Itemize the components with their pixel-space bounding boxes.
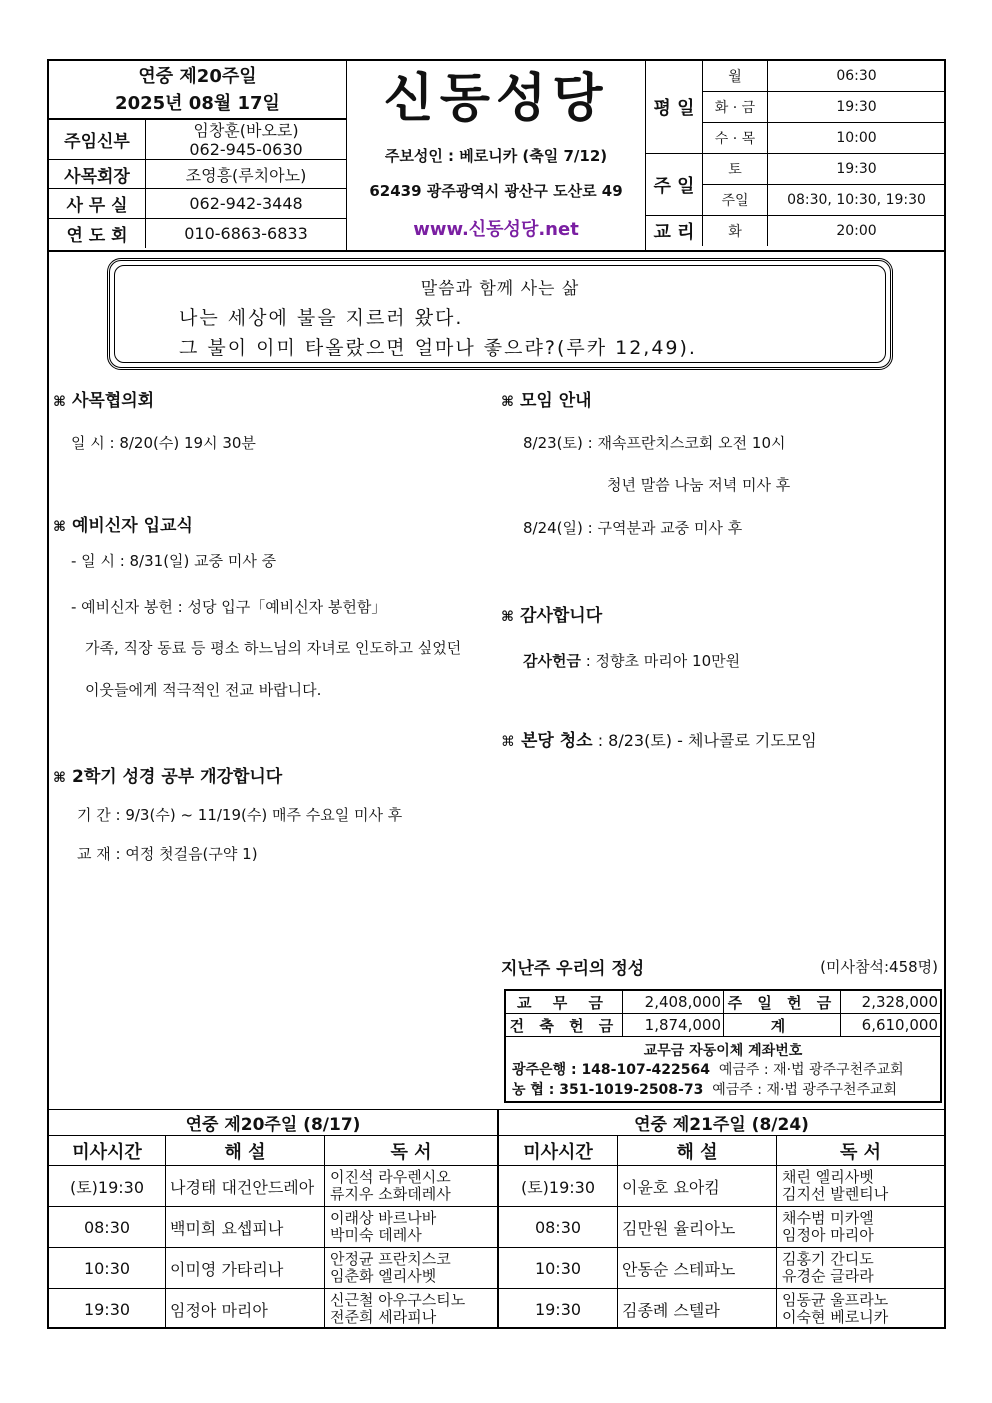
pastor-name: 임창훈(바오로)	[193, 120, 299, 140]
notice-text: 일 시 : 8/20(수) 19시 30분	[71, 434, 256, 452]
col-time: 미사시간	[49, 1136, 166, 1166]
mass-day: 수 · 목	[703, 123, 768, 154]
col-commentary: 해 설	[166, 1136, 325, 1166]
notice-council	[53, 386, 154, 411]
table-row	[49, 1289, 944, 1330]
mass-time-cell: 10:30	[498, 1248, 618, 1289]
cross-icon: ⌘	[501, 734, 515, 750]
church-title-block	[347, 61, 645, 250]
commentator-cell: 김만원 율리아노	[618, 1207, 777, 1248]
table-row	[49, 1248, 944, 1289]
notice-text: - 예비신자 봉헌 : 성당 입구「예비신자 봉헌함」	[71, 598, 387, 616]
notice-text: 이웃들에게 적극적인 전교 바랍니다.	[85, 681, 322, 699]
notice-text: - 일 시 : 8/31(일) 교중 미사 중	[71, 552, 277, 570]
week1-title: 연중 제20주일 (8/17)	[49, 1110, 498, 1136]
mass-time: 10:00	[768, 123, 946, 154]
bulletin-frame	[47, 59, 946, 1329]
cross-icon: ⌘	[501, 609, 514, 625]
commentator-cell: 나경태 대건안드레아	[166, 1166, 325, 1207]
mass-time: 08:30, 10:30, 19:30	[768, 185, 946, 216]
mass-time-cell: (토)19:30	[498, 1166, 618, 1207]
offering-box	[504, 989, 942, 1103]
notice-text: 청년 말씀 나눔 저녁 미사 후	[607, 476, 791, 494]
cross-icon: ⌘	[53, 394, 66, 410]
week-info	[49, 61, 346, 119]
mass-day: 토	[703, 154, 768, 185]
mass-day: 화 · 금	[703, 92, 768, 123]
reader-cell: 임동균 울프라노 이숙현 베로니카	[777, 1289, 945, 1330]
mass-attendance: (미사참석:458명)	[820, 958, 938, 976]
pastor-phone: 062-945-0630	[189, 139, 303, 159]
commentator-cell: 김종례 스텔라	[618, 1289, 777, 1330]
notice-heading: ⌘ 사목협의회	[53, 391, 155, 411]
offering-label: 건 축 헌 금	[506, 1014, 623, 1037]
cross-icon: ⌘	[501, 394, 514, 410]
thanks-label: 감사헌금	[523, 652, 581, 670]
reader-cell: 안정균 프란치스코 임춘화 엘리사벳	[325, 1248, 499, 1289]
catechism-label: 교 리	[646, 216, 703, 247]
notice-text: 8/24(일) : 구역분과 교중 미사 후	[523, 519, 743, 537]
reader-cell: 채수범 미카엘 임정아 마리아	[777, 1207, 945, 1248]
scripture-inner	[114, 265, 886, 363]
account-title: 교무금 자동이체 계좌번호	[643, 1043, 803, 1059]
cross-icon: ⌘	[53, 770, 66, 786]
church-name: 신동성당	[383, 69, 609, 129]
offering-label: 계	[724, 1014, 841, 1037]
bulletin-header	[49, 61, 944, 252]
church-website-link[interactable]: www.신동성당.net	[413, 219, 579, 240]
thanks-text: : 정향초 마리아 10만원	[580, 652, 741, 670]
mass-time-cell: 08:30	[49, 1207, 166, 1248]
mass-schedule-table	[646, 61, 945, 246]
notice-bible-study	[53, 762, 282, 787]
commentator-cell: 안동순 스테파노	[618, 1248, 777, 1289]
col-reading: 독 서	[325, 1136, 499, 1166]
bulletin-date: 2025년 08월 17일	[115, 93, 280, 114]
offering-value: 1,874,000	[623, 1014, 724, 1037]
mass-day: 화	[703, 216, 768, 247]
weekday-label: 평 일	[646, 61, 703, 154]
notice-heading: ⌘ 본당 청소 : 8/23(토) - 체나콜로 기도모임	[501, 731, 817, 751]
reader-cell: 이진석 라우렌시오 류지우 소화데레사	[325, 1166, 499, 1207]
mass-time-cell: 19:30	[49, 1289, 166, 1330]
mass-time-cell: 10:30	[49, 1248, 166, 1289]
mass-time: 20:00	[768, 216, 946, 247]
commentator-cell: 이미영 가타리나	[166, 1248, 325, 1289]
reader-cell: 김홍기 간디도 유경순 글라라	[777, 1248, 945, 1289]
info-panel	[49, 61, 347, 250]
mass-day: 월	[703, 61, 768, 92]
staff-value	[146, 120, 347, 160]
notice-catechumen	[53, 511, 193, 536]
notice-cleaning	[501, 726, 817, 751]
patron-saint: 주보성인 : 베로니카 (축일 7/12)	[384, 147, 608, 165]
offering-label: 주 일 헌 금	[724, 991, 841, 1014]
commentator-cell: 백미희 요셉피나	[166, 1207, 325, 1248]
mass-time: 06:30	[768, 61, 946, 92]
col-reading: 독 서	[777, 1136, 945, 1166]
scripture-line: 나는 세상에 불을 지르러 왔다.	[179, 307, 464, 329]
mass-schedule	[645, 61, 945, 250]
reader-cell: 이래상 바르나바 박미숙 데레사	[325, 1207, 499, 1248]
staff-table	[49, 119, 346, 248]
bank-account: 농 협 : 351-1019-2508-73 예금주 : 재·법 광주구천주교회	[512, 1082, 898, 1098]
offering-title: 지난주 우리의 정성	[501, 959, 645, 979]
church-address: 62439 광주광역시 광산구 도산로 49	[369, 182, 623, 200]
staff-value: 조영흥(루치아노)	[146, 160, 347, 189]
col-time: 미사시간	[498, 1136, 618, 1166]
week2-title: 연중 제21주일 (8/24)	[498, 1110, 944, 1136]
scripture-title: 말씀과 함께 사는 삶	[420, 279, 580, 299]
staff-value: 062-942-3448	[146, 189, 347, 219]
notice-heading: ⌘ 모임 안내	[501, 391, 592, 411]
mass-time: 19:30	[768, 92, 946, 123]
staff-label: 주임신부	[49, 120, 146, 160]
notice-text: 8/23(토) : 재속프란치스코회 오전 10시	[523, 434, 786, 452]
mass-day: 주일	[703, 185, 768, 216]
notice-heading: ⌘ 감사합니다	[501, 606, 603, 626]
bank-account: 광주은행 : 148-107-422564 예금주 : 재·법 광주구천주교회	[512, 1062, 904, 1078]
notice-text: 가족, 직장 동료 등 평소 하느님의 자녀로 인도하고 싶었던	[85, 639, 462, 657]
reader-cell: 신근철 아우구스티노 전준희 세라피나	[325, 1289, 499, 1330]
commentator-cell: 임정아 마리아	[166, 1289, 325, 1330]
offering-value: 2,408,000	[623, 991, 724, 1014]
notice-text: 교 재 : 여정 첫걸음(구약 1)	[77, 845, 258, 863]
staff-label: 사목회장	[49, 160, 146, 189]
reader-cell: 채린 엘리사벳 김지선 발렌티나	[777, 1166, 945, 1207]
scripture-box	[107, 258, 893, 370]
notice-heading: ⌘ 2학기 성경 공부 개강합니다	[53, 767, 283, 787]
offering-label: 교 무 금	[506, 991, 623, 1014]
mass-time-cell: 08:30	[498, 1207, 618, 1248]
week-title: 연중 제20주일	[138, 66, 257, 87]
mass-time: 19:30	[768, 154, 946, 185]
staff-label: 연 도 회	[49, 219, 146, 248]
notice-thanks	[501, 601, 602, 626]
commentator-cell: 이윤호 요아킴	[618, 1166, 777, 1207]
cross-icon: ⌘	[53, 519, 66, 535]
staff-value: 010-6863-6833	[146, 219, 347, 248]
staff-label: 사 무 실	[49, 189, 146, 219]
table-row	[49, 1166, 944, 1207]
offering-table	[506, 991, 940, 1037]
notice-meetings	[501, 386, 592, 411]
sunday-label: 주 일	[646, 154, 703, 216]
table-row	[49, 1207, 944, 1248]
mass-time-cell: 19:30	[498, 1289, 618, 1330]
offering-value: 6,610,000	[841, 1014, 941, 1037]
offering-value: 2,328,000	[841, 991, 941, 1014]
scripture-line: 그 불이 이미 타올랐으면 얼마나 좋으랴?(루카 12,49).	[179, 337, 697, 359]
mass-time-cell: (토)19:30	[49, 1166, 166, 1207]
notice-text	[523, 650, 740, 671]
notice-heading: ⌘ 예비신자 입교식	[53, 516, 193, 536]
readers-table	[49, 1109, 944, 1329]
notice-text: 기 간 : 9/3(수) ~ 11/19(수) 매주 수요일 미사 후	[77, 806, 403, 824]
col-commentary: 해 설	[618, 1136, 777, 1166]
